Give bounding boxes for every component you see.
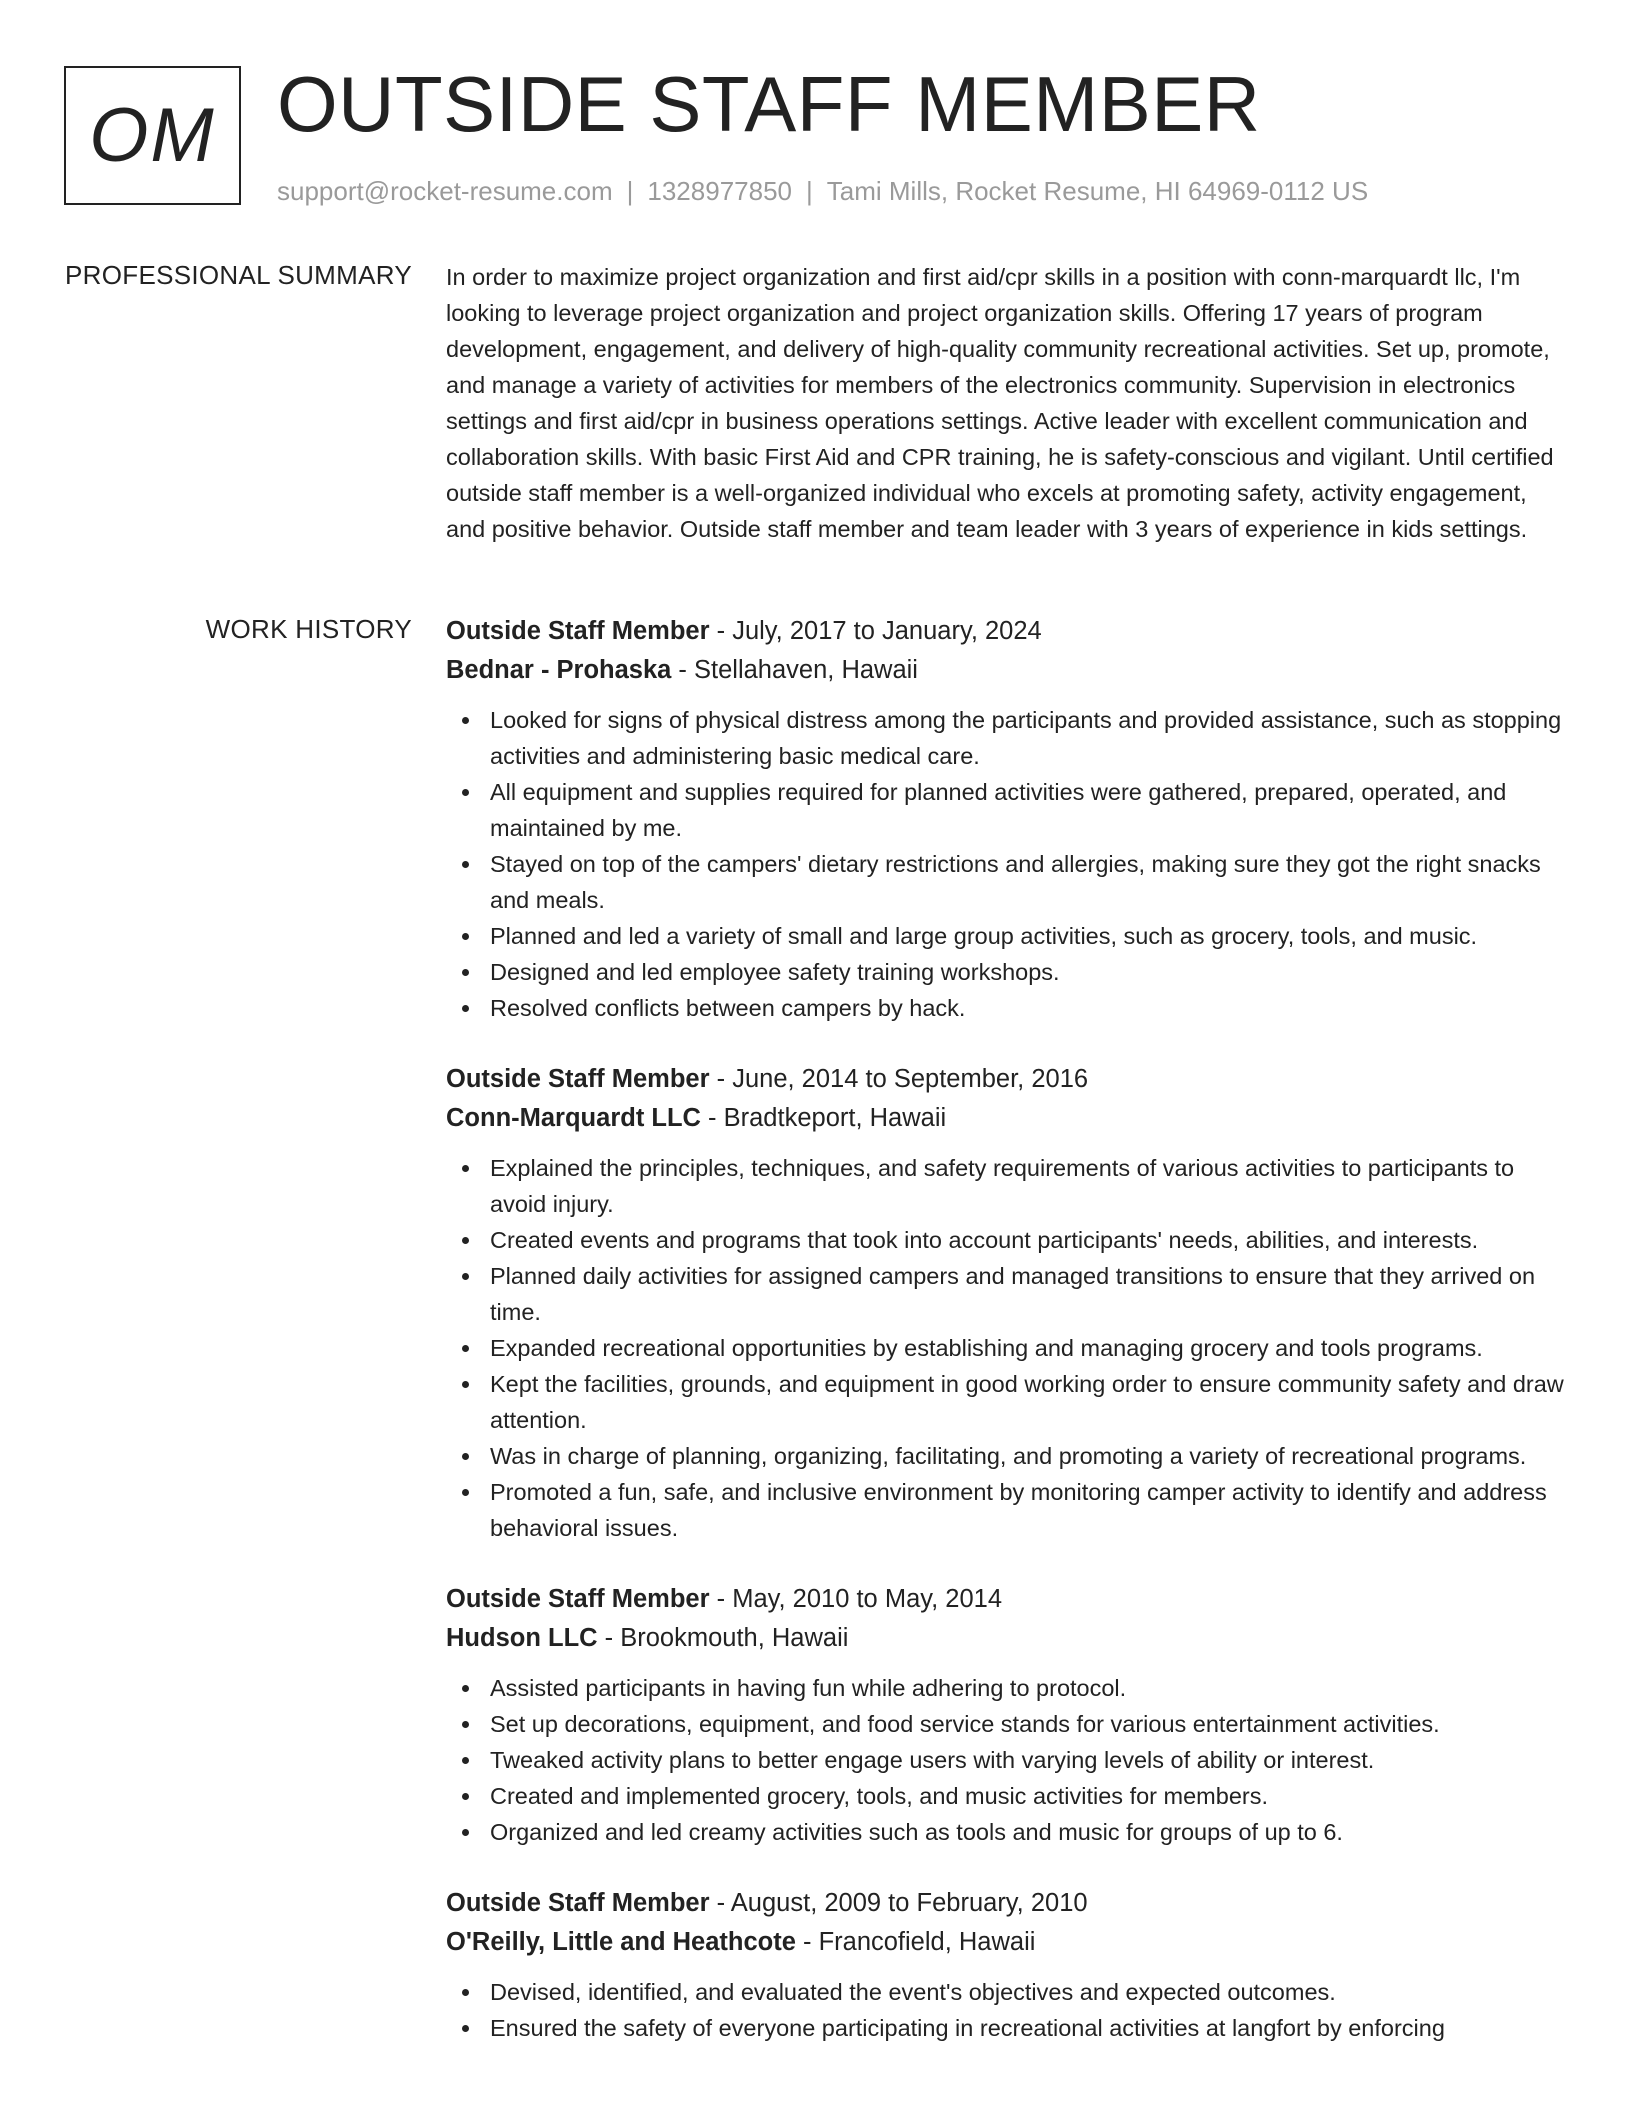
job-entry bbox=[446, 1580, 1566, 1850]
job-title: Outside Staff Member bbox=[446, 1585, 710, 1613]
summary-heading: PROFESSIONAL SUMMARY bbox=[65, 260, 412, 290]
summary-body bbox=[446, 259, 1566, 547]
job-bullet: Assisted participants in having fun while adhering to protocol. bbox=[446, 1670, 1566, 1706]
job-company-line bbox=[446, 1098, 1566, 1138]
job-company-line bbox=[446, 1618, 1566, 1658]
job-title-line bbox=[446, 612, 1566, 650]
job-location: - Brookmouth, Hawaii bbox=[597, 1624, 849, 1652]
job-dates: - August, 2009 to February, 2010 bbox=[709, 1889, 1088, 1917]
contact-separator: | bbox=[806, 176, 813, 206]
job-dates: - June, 2014 to September, 2016 bbox=[709, 1065, 1089, 1093]
monogram-logo: OM bbox=[64, 66, 241, 205]
job-title-line bbox=[446, 1884, 1566, 1922]
job-entry bbox=[446, 1884, 1566, 2046]
contact-line bbox=[277, 174, 1368, 208]
job-company: Hudson LLC bbox=[446, 1624, 598, 1652]
job-bullet: Resolved conflicts between campers by hack. bbox=[446, 990, 1566, 1026]
contact-address: Tami Mills, Rocket Resume, HI 64969-0112 US bbox=[826, 176, 1369, 206]
work-history-body bbox=[446, 612, 1566, 2080]
job-title: Outside Staff Member bbox=[446, 1065, 710, 1093]
contact-email[interactable]: support@rocket-resume.com bbox=[277, 176, 613, 206]
job-bullet: Kept the facilities, grounds, and equipment in good working order to ensure community safety and draw attention. bbox=[446, 1366, 1566, 1438]
job-bullet: Set up decorations, equipment, and food service stands for various entertainment activities. bbox=[446, 1706, 1566, 1742]
job-bullet: Organized and led creamy activities such as tools and music for groups of up to 6. bbox=[446, 1814, 1566, 1850]
job-bullet: Devised, identified, and evaluated the event's objectives and expected outcomes. bbox=[446, 1974, 1566, 2010]
work-history-heading: WORK HISTORY bbox=[205, 614, 412, 644]
job-title: Outside Staff Member bbox=[446, 1889, 710, 1917]
job-title: Outside Staff Member bbox=[446, 617, 710, 645]
job-bullet: Was in charge of planning, organizing, facilitating, and promoting a variety of recreational programs. bbox=[446, 1438, 1566, 1474]
job-bullet: Expanded recreational opportunities by establishing and managing grocery and tools programs. bbox=[446, 1330, 1566, 1366]
job-bullet: Planned and led a variety of small and large group activities, such as grocery, tools, and music. bbox=[446, 918, 1566, 954]
job-bullet: Explained the principles, techniques, and safety requirements of various activities to participants to avoid injury. bbox=[446, 1150, 1566, 1222]
job-entry bbox=[446, 612, 1566, 1026]
job-bullet: Planned daily activities for assigned campers and managed transitions to ensure that they arrived on time. bbox=[446, 1258, 1566, 1330]
job-bullet: Created events and programs that took into account participants' needs, abilities, and interests. bbox=[446, 1222, 1566, 1258]
job-location: - Bradtkeport, Hawaii bbox=[700, 1104, 947, 1132]
job-bullets bbox=[446, 702, 1566, 1026]
job-bullet: Stayed on top of the campers' dietary restrictions and allergies, making sure they got the right snacks and meals. bbox=[446, 846, 1566, 918]
job-bullet: Ensured the safety of everyone participating in recreational activities at langfort by enforcing bbox=[446, 2010, 1566, 2046]
job-bullet: Promoted a fun, safe, and inclusive environment by monitoring camper activity to identify and address behavioral issues. bbox=[446, 1474, 1566, 1546]
job-location: - Stellahaven, Hawaii bbox=[671, 656, 918, 684]
job-company: Conn-Marquardt LLC bbox=[446, 1104, 701, 1132]
contact-separator: | bbox=[626, 176, 634, 206]
job-bullets bbox=[446, 1974, 1566, 2046]
job-location: - Francofield, Hawaii bbox=[795, 1928, 1036, 1956]
job-company-line bbox=[446, 650, 1566, 690]
job-company: O'Reilly, Little and Heathcote bbox=[446, 1928, 796, 1956]
job-entry bbox=[446, 1060, 1566, 1546]
job-bullet: All equipment and supplies required for planned activities were gathered, prepared, operated, and maintained by me. bbox=[446, 774, 1566, 846]
job-bullet: Tweaked activity plans to better engage users with varying levels of ability or interest. bbox=[446, 1742, 1566, 1778]
job-company: Bednar - Prohaska bbox=[446, 656, 672, 684]
job-company-line bbox=[446, 1922, 1566, 1962]
job-title-line bbox=[446, 1580, 1566, 1618]
job-title-line bbox=[446, 1060, 1566, 1098]
job-bullets bbox=[446, 1150, 1566, 1546]
job-dates: - July, 2017 to January, 2024 bbox=[709, 617, 1042, 645]
candidate-name: OUTSIDE STAFF MEMBER bbox=[277, 60, 1261, 148]
contact-phone[interactable]: 1328977850 bbox=[647, 176, 792, 206]
job-bullet: Created and implemented grocery, tools, and music activities for members. bbox=[446, 1778, 1566, 1814]
job-bullet: Looked for signs of physical distress among the participants and provided assistance, such as stopping activities and administering basic medical care. bbox=[446, 702, 1566, 774]
job-dates: - May, 2010 to May, 2014 bbox=[709, 1585, 1002, 1613]
summary-text: In order to maximize project organization and first aid/cpr skills in a position with conn-marquardt llc, I'm looking to leverage project organization and project organization skills. Offering 17 years of program development, engagement, and delivery of high-quality community recreational activities. Set up, promote, and manage a variety of activities for members of the electronics community. Supervision in electronics settings and first aid/cpr in business operations settings. Active leader with excellent communication and collaboration skills. With basic First Aid and CPR training, he is safety-conscious and vigilant. Until certified outside staff member is a well-organized individual who excels at promoting safety, activity engagement, and positive behavior. Outside staff member and team leader with 3 years of experience in kids settings. bbox=[446, 264, 1554, 542]
job-bullets bbox=[446, 1670, 1566, 1850]
job-bullet: Designed and led employee safety training workshops. bbox=[446, 954, 1566, 990]
